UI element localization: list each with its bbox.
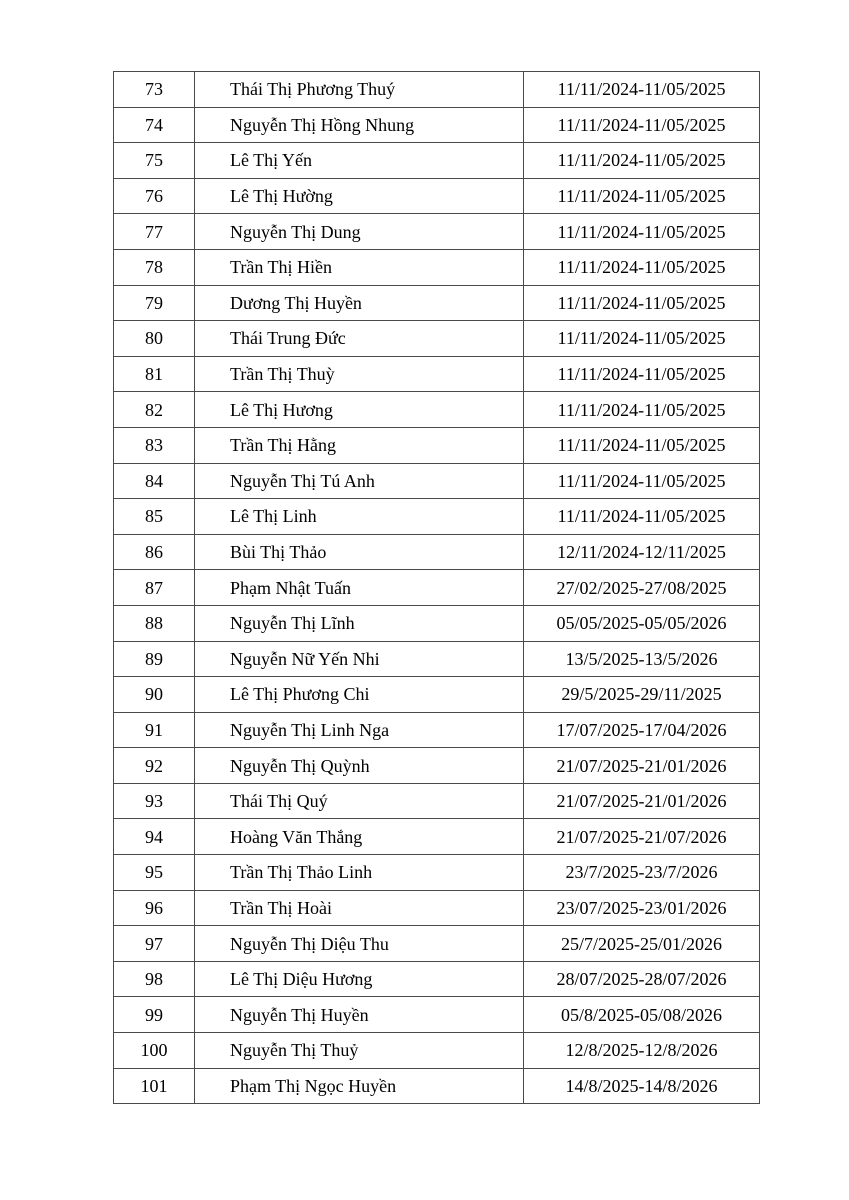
row-number-cell: 73 [114, 72, 195, 108]
person-name-cell: Lê Thị Diệu Hương [195, 961, 524, 997]
date-range-cell: 25/7/2025-25/01/2026 [524, 926, 760, 962]
row-number-cell: 81 [114, 356, 195, 392]
table-row [114, 321, 760, 357]
table-row [114, 605, 760, 641]
person-name-cell: Bùi Thị Thảo [195, 534, 524, 570]
date-range-cell: 21/07/2025-21/01/2026 [524, 783, 760, 819]
date-range-cell: 11/11/2024-11/05/2025 [524, 285, 760, 321]
date-range-cell: 05/05/2025-05/05/2026 [524, 605, 760, 641]
table-row [114, 677, 760, 713]
table-row [114, 1068, 760, 1104]
person-name-cell: Lê Thị Hương [195, 392, 524, 428]
roster-table-body [114, 72, 760, 1104]
person-name-cell: Lê Thị Hường [195, 178, 524, 214]
row-number-cell: 77 [114, 214, 195, 250]
row-number-cell: 91 [114, 712, 195, 748]
person-name-cell: Lê Thị Phương Chi [195, 677, 524, 713]
person-name-cell: Nguyễn Nữ Yến Nhi [195, 641, 524, 677]
person-name-cell: Nguyễn Thị Dung [195, 214, 524, 250]
date-range-cell: 29/5/2025-29/11/2025 [524, 677, 760, 713]
person-name-cell: Lê Thị Linh [195, 499, 524, 535]
row-number-cell: 89 [114, 641, 195, 677]
row-number-cell: 78 [114, 249, 195, 285]
row-number-cell: 92 [114, 748, 195, 784]
date-range-cell: 21/07/2025-21/01/2026 [524, 748, 760, 784]
date-range-cell: 17/07/2025-17/04/2026 [524, 712, 760, 748]
date-range-cell: 11/11/2024-11/05/2025 [524, 143, 760, 179]
date-range-cell: 11/11/2024-11/05/2025 [524, 249, 760, 285]
table-row [114, 143, 760, 179]
date-range-cell: 05/8/2025-05/08/2026 [524, 997, 760, 1033]
person-name-cell: Hoàng Văn Thắng [195, 819, 524, 855]
date-range-cell: 23/7/2025-23/7/2026 [524, 855, 760, 891]
row-number-cell: 87 [114, 570, 195, 606]
row-number-cell: 85 [114, 499, 195, 535]
table-row [114, 463, 760, 499]
table-row [114, 997, 760, 1033]
table-row [114, 72, 760, 108]
roster-table [113, 71, 760, 1104]
date-range-cell: 23/07/2025-23/01/2026 [524, 890, 760, 926]
table-row [114, 748, 760, 784]
table-row [114, 1033, 760, 1069]
table-row [114, 855, 760, 891]
date-range-cell: 14/8/2025-14/8/2026 [524, 1068, 760, 1104]
row-number-cell: 96 [114, 890, 195, 926]
row-number-cell: 76 [114, 178, 195, 214]
person-name-cell: Nguyễn Thị Diệu Thu [195, 926, 524, 962]
row-number-cell: 86 [114, 534, 195, 570]
table-row [114, 392, 760, 428]
table-row [114, 107, 760, 143]
table-row [114, 783, 760, 819]
row-number-cell: 95 [114, 855, 195, 891]
table-row [114, 178, 760, 214]
date-range-cell: 12/8/2025-12/8/2026 [524, 1033, 760, 1069]
date-range-cell: 11/11/2024-11/05/2025 [524, 356, 760, 392]
row-number-cell: 99 [114, 997, 195, 1033]
table-row [114, 214, 760, 250]
date-range-cell: 13/5/2025-13/5/2026 [524, 641, 760, 677]
person-name-cell: Nguyễn Thị Huyền [195, 997, 524, 1033]
row-number-cell: 97 [114, 926, 195, 962]
person-name-cell: Thái Thị Phương Thuý [195, 72, 524, 108]
date-range-cell: 21/07/2025-21/07/2026 [524, 819, 760, 855]
table-row [114, 285, 760, 321]
person-name-cell: Trần Thị Thuỳ [195, 356, 524, 392]
row-number-cell: 74 [114, 107, 195, 143]
date-range-cell: 11/11/2024-11/05/2025 [524, 178, 760, 214]
person-name-cell: Dương Thị Huyền [195, 285, 524, 321]
table-row [114, 356, 760, 392]
row-number-cell: 90 [114, 677, 195, 713]
date-range-cell: 11/11/2024-11/05/2025 [524, 214, 760, 250]
row-number-cell: 88 [114, 605, 195, 641]
row-number-cell: 94 [114, 819, 195, 855]
row-number-cell: 98 [114, 961, 195, 997]
table-row [114, 961, 760, 997]
date-range-cell: 11/11/2024-11/05/2025 [524, 463, 760, 499]
row-number-cell: 80 [114, 321, 195, 357]
row-number-cell: 79 [114, 285, 195, 321]
person-name-cell: Trần Thị Hiền [195, 249, 524, 285]
table-row [114, 926, 760, 962]
date-range-cell: 11/11/2024-11/05/2025 [524, 392, 760, 428]
date-range-cell: 11/11/2024-11/05/2025 [524, 321, 760, 357]
table-row [114, 641, 760, 677]
row-number-cell: 93 [114, 783, 195, 819]
row-number-cell: 84 [114, 463, 195, 499]
person-name-cell: Nguyễn Thị Hồng Nhung [195, 107, 524, 143]
date-range-cell: 11/11/2024-11/05/2025 [524, 72, 760, 108]
date-range-cell: 11/11/2024-11/05/2025 [524, 427, 760, 463]
person-name-cell: Lê Thị Yến [195, 143, 524, 179]
date-range-cell: 28/07/2025-28/07/2026 [524, 961, 760, 997]
date-range-cell: 11/11/2024-11/05/2025 [524, 107, 760, 143]
person-name-cell: Nguyễn Thị Linh Nga [195, 712, 524, 748]
person-name-cell: Thái Thị Quý [195, 783, 524, 819]
person-name-cell: Nguyễn Thị Lĩnh [195, 605, 524, 641]
person-name-cell: Trần Thị Thảo Linh [195, 855, 524, 891]
person-name-cell: Trần Thị Hoài [195, 890, 524, 926]
person-name-cell: Phạm Nhật Tuấn [195, 570, 524, 606]
table-row [114, 819, 760, 855]
row-number-cell: 82 [114, 392, 195, 428]
table-row [114, 427, 760, 463]
person-name-cell: Phạm Thị Ngọc Huyền [195, 1068, 524, 1104]
row-number-cell: 101 [114, 1068, 195, 1104]
date-range-cell: 12/11/2024-12/11/2025 [524, 534, 760, 570]
date-range-cell: 27/02/2025-27/08/2025 [524, 570, 760, 606]
date-range-cell: 11/11/2024-11/05/2025 [524, 499, 760, 535]
table-row [114, 499, 760, 535]
person-name-cell: Thái Trung Đức [195, 321, 524, 357]
person-name-cell: Nguyễn Thị Quỳnh [195, 748, 524, 784]
row-number-cell: 100 [114, 1033, 195, 1069]
table-row [114, 712, 760, 748]
table-row [114, 570, 760, 606]
table-row [114, 534, 760, 570]
person-name-cell: Nguyễn Thị Tú Anh [195, 463, 524, 499]
person-name-cell: Trần Thị Hằng [195, 427, 524, 463]
table-row [114, 249, 760, 285]
row-number-cell: 75 [114, 143, 195, 179]
table-row [114, 890, 760, 926]
person-name-cell: Nguyễn Thị Thuỷ [195, 1033, 524, 1069]
row-number-cell: 83 [114, 427, 195, 463]
